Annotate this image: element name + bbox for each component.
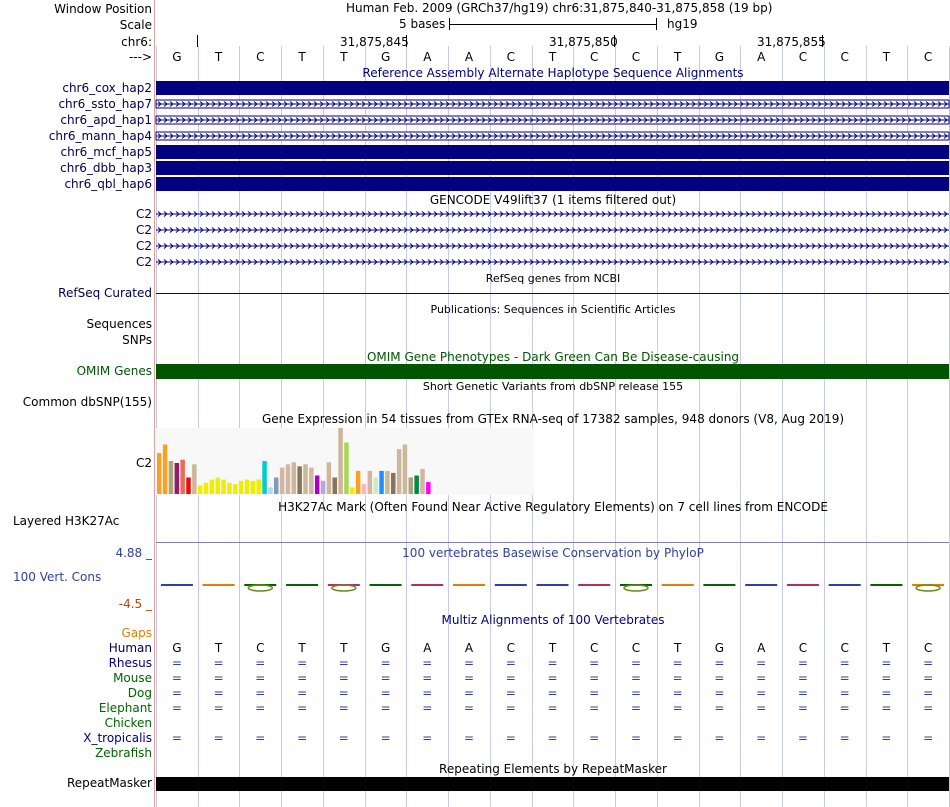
multiz-match-symbol: = [380, 671, 391, 685]
haplotype-track[interactable] [156, 81, 949, 191]
multiz-species-label: Rhesus [108, 656, 152, 670]
multiz-match-symbol: = [380, 686, 391, 700]
multiz-match-symbol: = [672, 671, 683, 685]
multiz-match-symbol: = [923, 701, 934, 715]
multiz-match-symbol: = [463, 686, 475, 700]
multiz-match-symbol: = [547, 731, 558, 745]
multiz-gaps-label: Gaps [121, 626, 152, 640]
multiz-match-symbol: = [672, 656, 683, 670]
multiz-match-symbol: = [797, 731, 808, 745]
phylop-track[interactable] [161, 584, 944, 591]
gtex-bar[interactable] [297, 466, 302, 494]
multiz-match-symbol: = [213, 671, 224, 685]
multiz-match-symbol: = [589, 686, 600, 700]
multiz-human-base: T [674, 641, 682, 655]
gridline [198, 46, 199, 807]
h3k27ac-label[interactable]: Layered H3K27Ac [13, 514, 120, 528]
gtex-bar[interactable] [163, 445, 168, 495]
multiz-match-symbol: = [422, 701, 433, 715]
multiz-match-symbol: = [422, 656, 433, 670]
base-letter: C [589, 50, 599, 64]
gtex-bar[interactable] [274, 478, 279, 495]
haplotype-label[interactable]: chr6_mcf_hap5 [60, 145, 152, 159]
gtex-bar[interactable] [303, 464, 308, 494]
haplotype-block[interactable] [156, 145, 949, 159]
multiz-human-base: A [464, 641, 474, 655]
gtex-bar[interactable] [169, 461, 174, 494]
multiz-match-symbol: = [171, 701, 182, 715]
gtex-bar[interactable] [233, 484, 238, 494]
gridline [532, 46, 533, 807]
multiz-match-symbol: = [630, 731, 642, 745]
repeatmasker-track[interactable] [156, 777, 949, 791]
gtex-bar[interactable] [309, 468, 314, 494]
multiz-match-symbol: = [171, 671, 182, 685]
phylop-score-mark [745, 584, 777, 586]
gridline [323, 46, 324, 807]
base-letter: T [548, 50, 557, 64]
gridline [615, 46, 616, 807]
phylop-min-label: -4.5 _ [118, 597, 152, 611]
multiz-match-symbol: = [422, 671, 433, 685]
refseq-gene-line[interactable] [156, 293, 949, 294]
gtex-bar[interactable] [198, 485, 203, 494]
multiz-human-base: G [172, 641, 182, 655]
ruler-tick-label: 31,875,845 [340, 35, 409, 49]
ruler-tick-label: 31,875,855 [757, 35, 826, 49]
base-letter: C [256, 50, 265, 64]
multiz-match-symbol: = [505, 656, 516, 670]
gtex-bar[interactable] [373, 478, 378, 495]
haplotype-label[interactable]: chr6_mann_hap4 [48, 129, 152, 143]
multiz-match-symbol: = [714, 731, 725, 745]
multiz-match-symbol: = [923, 686, 934, 700]
multiz-match-symbol: = [923, 731, 934, 745]
phylop-track-title: 100 vertebrates Basewise Conservation by PhyloP [402, 546, 704, 560]
phylop-score-mark [203, 584, 235, 586]
base-letter: G [714, 50, 725, 64]
multiz-match-symbol: = [463, 656, 475, 670]
phylop-score-mark [662, 584, 694, 586]
multiz-match-symbol: = [380, 731, 391, 745]
gridline [406, 46, 407, 807]
multiz-match-symbol: = [797, 656, 808, 670]
scale-label: Scale [119, 18, 152, 32]
base-letter: C [631, 50, 641, 64]
window-position-label: Window Position [54, 2, 152, 16]
gtex-bar[interactable] [385, 471, 390, 494]
multiz-human-base: G [714, 641, 725, 655]
multiz-species-label: Elephant [98, 701, 152, 715]
base-letter: G [380, 50, 391, 64]
multiz-match-symbol: = [213, 656, 224, 670]
gencode-transcript-label[interactable]: C2 [135, 255, 152, 269]
multiz-match-symbol: = [923, 671, 934, 685]
multiz-human-base: T [298, 641, 306, 655]
multiz-match-symbol: = [589, 656, 600, 670]
gtex-bar[interactable] [180, 460, 185, 494]
phylop-score-mark [411, 584, 443, 586]
multiz-match-symbol: = [756, 686, 767, 700]
multiz-match-symbol: = [297, 656, 308, 670]
base-letter: T [340, 50, 348, 64]
multiz-match-symbol: = [797, 671, 808, 685]
gtex-label[interactable]: C2 [135, 456, 152, 470]
multiz-match-symbol: = [547, 656, 558, 670]
gencode-transcript-label[interactable]: C2 [135, 207, 152, 221]
multiz-human-base: C [923, 641, 933, 655]
multiz-match-symbol: = [672, 701, 683, 715]
multiz-species-label: X_tropicalis [83, 731, 152, 745]
multiz-match-symbol: = [881, 671, 892, 685]
refseq-label[interactable]: RefSeq Curated [58, 286, 152, 300]
multiz-match-symbol: = [797, 701, 808, 715]
gtex-bar[interactable] [256, 480, 261, 495]
position-ruler [197, 18, 823, 47]
gtex-bar[interactable] [216, 478, 221, 495]
omim-track[interactable] [156, 364, 949, 379]
multiz-species-label: Zebrafish [95, 746, 152, 760]
phylop-label[interactable]: 100 Vert. Cons [13, 570, 102, 584]
base-letter: C [798, 50, 808, 64]
haplotype-label[interactable]: chr6_dbb_hap3 [60, 161, 152, 175]
ruler-tick-label: 31,875,850 [549, 35, 618, 49]
gtex-bar[interactable] [420, 469, 425, 494]
gtex-bar[interactable] [268, 487, 273, 494]
phylop-score-mark [495, 584, 527, 586]
multiz-match-symbol: = [672, 686, 683, 700]
multiz-match-symbol: = [255, 701, 266, 715]
gtex-bar[interactable] [356, 471, 361, 494]
phylop-score-mark [370, 584, 402, 586]
gtex-bar[interactable] [262, 461, 267, 494]
publications-snps-label[interactable]: SNPs [122, 333, 152, 347]
gtex-bar[interactable] [239, 481, 244, 494]
base-letter: T [214, 50, 223, 64]
gtex-bar[interactable] [344, 443, 349, 495]
multiz-match-symbol: = [213, 686, 224, 700]
gtex-bar[interactable] [327, 462, 332, 494]
multiz-match-symbol: = [255, 671, 266, 685]
refseq-track-title: RefSeq genes from NCBI [485, 272, 621, 285]
multiz-match-symbol: = [463, 701, 475, 715]
ruler-tick [197, 35, 198, 47]
haplotype-block[interactable] [156, 177, 949, 191]
multiz-match-symbol: = [839, 656, 850, 670]
gencode-transcript-label[interactable]: C2 [135, 223, 152, 237]
haplotype-label[interactable]: chr6_apd_hap1 [60, 113, 152, 127]
dbsnp-track-title: Short Genetic Variants from dbSNP release 155 [422, 380, 684, 393]
multiz-match-symbol: = [297, 686, 308, 700]
publications-track-title: Publications: Sequences in Scientific Articles [430, 303, 676, 316]
multiz-human-base: T [882, 641, 891, 655]
multiz-match-symbol: = [422, 686, 433, 700]
multiz-match-symbol: = [881, 686, 892, 700]
multiz-match-symbol: = [547, 701, 558, 715]
omim-label[interactable]: OMIM Genes [76, 364, 152, 378]
multiz-species-label: Dog [127, 686, 152, 700]
multiz-match-symbol: = [338, 656, 349, 670]
base-letter: G [172, 50, 182, 64]
multiz-human-base: C [589, 641, 599, 655]
multiz-match-symbol: = [380, 656, 391, 670]
multiz-species-label: Chicken [104, 716, 152, 730]
multiz-match-symbol: = [171, 656, 182, 670]
gridline [740, 46, 741, 807]
chrom-label: chr6: [121, 35, 152, 49]
multiz-match-symbol: = [630, 656, 642, 670]
multiz-match-symbol: = [881, 701, 892, 715]
multiz-match-symbol: = [505, 671, 516, 685]
gtex-bar[interactable] [315, 476, 320, 495]
gtex-bar[interactable] [204, 483, 209, 494]
gencode-track-title: GENCODE V49lift37 (1 items filtered out) [429, 193, 677, 207]
multiz-species-label: Mouse [113, 671, 152, 685]
multiz-match-symbol: = [255, 686, 266, 700]
repeatmasker-track-title: Repeating Elements by RepeatMasker [439, 762, 667, 776]
gridline [448, 46, 449, 807]
scale-bar-end [449, 18, 450, 30]
multiz-human-base: C [798, 641, 808, 655]
multiz-match-symbol: = [839, 731, 850, 745]
phylop-score-mark [286, 584, 318, 586]
gtex-bar[interactable] [245, 480, 250, 495]
base-letter: A [757, 50, 766, 64]
scale-bar [449, 24, 657, 25]
gridline [782, 46, 783, 807]
gridline [657, 46, 658, 807]
gridline [281, 46, 282, 807]
multiz-match-symbol: = [297, 701, 308, 715]
multiz-match-symbol: = [297, 671, 308, 685]
label-divider [154, 0, 155, 807]
multiz-match-symbol: = [756, 731, 767, 745]
gtex-bar[interactable] [210, 480, 215, 495]
multiz-match-symbol: = [547, 686, 558, 700]
multiz-match-symbol: = [463, 731, 475, 745]
multiz-human-base: T [214, 641, 223, 655]
window-position-value: Human Feb. 2009 (GRCh37/hg19) chr6:31,875,840-31,875,858 (19 bp) [346, 1, 773, 15]
publications-sequences-label[interactable]: Sequences [86, 317, 152, 331]
phylop-score-mark [453, 584, 485, 586]
multiz-human-base: G [380, 641, 391, 655]
multiz-human-base: C [256, 641, 265, 655]
gtex-bar[interactable] [338, 428, 343, 494]
gtex-bar[interactable] [362, 484, 367, 494]
gtex-bar[interactable] [221, 480, 226, 495]
phylop-score-mark [787, 584, 819, 586]
gtex-bar[interactable] [280, 468, 285, 494]
multiz-match-symbol: = [338, 731, 349, 745]
gridline [156, 46, 157, 807]
scale-bar-end [656, 18, 657, 30]
multiz-match-symbol: = [714, 701, 725, 715]
multiz-match-symbol: = [171, 731, 182, 745]
multiz-match-symbol: = [547, 671, 558, 685]
omim-gene-block[interactable] [156, 364, 949, 379]
multiz-match-symbol: = [505, 701, 516, 715]
gridline [239, 46, 240, 807]
gtex-bar[interactable] [186, 478, 191, 495]
multiz-species-label: Human [108, 641, 152, 655]
gtex-bar[interactable] [157, 453, 162, 494]
h3k27ac-track-title: H3K27Ac Mark (Often Found Near Active Regulatory Elements) on 7 cell lines from ENCODE [278, 500, 828, 514]
gridline [490, 46, 491, 807]
base-letter: A [464, 50, 474, 64]
multiz-match-symbol: = [505, 686, 516, 700]
repeatmasker-block[interactable] [156, 777, 949, 791]
multiz-match-symbol: = [255, 656, 266, 670]
gtex-bar[interactable] [414, 476, 419, 495]
gtex-bar[interactable] [251, 481, 256, 494]
multiz-match-symbol: = [630, 671, 642, 685]
omim-track-title: OMIM Gene Phenotypes - Dark Green Can Be Disease-causing [366, 350, 740, 364]
base-letter: T [882, 50, 891, 64]
gtex-bar[interactable] [292, 462, 297, 494]
multiz-match-symbol: = [881, 656, 892, 670]
h3k27ac-baseline [156, 542, 949, 543]
scale-assembly: hg19 [667, 17, 698, 31]
phylop-score-mark [829, 584, 861, 586]
multiz-match-symbol: = [881, 731, 892, 745]
phylop-score-mark [537, 584, 569, 586]
h3k27ac-track[interactable] [156, 542, 949, 543]
gridline [866, 46, 867, 807]
multiz-match-symbol: = [380, 701, 391, 715]
base-letter: C [506, 50, 515, 64]
gtex-bar[interactable] [379, 471, 384, 494]
multiz-match-symbol: = [338, 701, 349, 715]
phylop-score-mark [870, 584, 902, 586]
gridline [573, 46, 574, 807]
multiz-match-symbol: = [630, 686, 642, 700]
gtex-bar[interactable] [350, 487, 355, 494]
multiz-human-base: T [548, 641, 557, 655]
gtex-bar[interactable] [192, 464, 197, 494]
gridline [907, 46, 908, 807]
base-letter: A [423, 50, 432, 64]
haplotype-label[interactable]: chr6_cox_hap2 [62, 81, 152, 95]
gtex-bar[interactable] [175, 463, 180, 494]
haplotype-label[interactable]: chr6_qbl_hap6 [64, 177, 152, 191]
multiz-match-symbol: = [756, 701, 767, 715]
multiz-match-symbol: = [171, 686, 182, 700]
multiz-match-symbol: = [422, 731, 433, 745]
multiz-match-symbol: = [797, 686, 808, 700]
multiz-human-base: T [340, 641, 348, 655]
gtex-bar[interactable] [403, 445, 408, 495]
gtex-bar[interactable] [321, 481, 326, 494]
haplotype-track-title: Reference Assembly Alternate Haplotype Sequence Alignments [362, 66, 744, 80]
base-letter: C [923, 50, 933, 64]
multiz-match-symbol: = [213, 701, 224, 715]
base-letter: T [674, 50, 682, 64]
multiz-match-symbol: = [589, 671, 600, 685]
multiz-match-symbol: = [672, 731, 683, 745]
gridline [365, 46, 366, 807]
multiz-match-symbol: = [297, 731, 308, 745]
multiz-match-symbol: = [714, 671, 725, 685]
multiz-match-symbol: = [630, 701, 642, 715]
base-letter: T [298, 50, 306, 64]
multiz-match-symbol: = [714, 656, 725, 670]
multiz-track-title: Multiz Alignments of 100 Vertebrates [441, 613, 665, 627]
multiz-match-symbol: = [338, 686, 349, 700]
gencode-track[interactable] [156, 212, 949, 265]
multiz-human-base: C [506, 641, 515, 655]
gtex-bar[interactable] [409, 478, 414, 495]
gridline [824, 46, 825, 807]
gtex-bar[interactable] [391, 473, 396, 494]
multiz-match-symbol: = [463, 671, 475, 685]
multiz-human-base: C [631, 641, 641, 655]
multiz-human-base: C [840, 641, 849, 655]
strand-label: ---> [128, 50, 152, 64]
repeatmasker-label[interactable]: RepeatMasker [66, 776, 152, 790]
dbsnp-label[interactable]: Common dbSNP(155) [22, 395, 152, 409]
multiz-match-symbol: = [589, 701, 600, 715]
gtex-bar[interactable] [397, 449, 402, 494]
refseq-track[interactable] [156, 293, 949, 294]
gtex-bar[interactable] [286, 464, 291, 494]
multiz-match-symbol: = [839, 686, 850, 700]
phylop-score-mark [703, 584, 735, 586]
haplotype-block[interactable] [156, 161, 949, 175]
haplotype-block[interactable] [156, 81, 949, 95]
multiz-match-symbol: = [213, 731, 224, 745]
multiz-match-symbol: = [589, 731, 600, 745]
multiz-human-base: A [423, 641, 432, 655]
multiz-match-symbol: = [756, 656, 767, 670]
gtex-bar[interactable] [333, 478, 338, 495]
base-letter: C [840, 50, 849, 64]
multiz-match-symbol: = [756, 671, 767, 685]
multiz-match-symbol: = [338, 671, 349, 685]
multiz-match-symbol: = [714, 686, 725, 700]
multiz-match-symbol: = [839, 671, 850, 685]
phylop-score-mark [578, 584, 610, 586]
scale-value: 5 bases [399, 17, 446, 31]
multiz-human-base: A [757, 641, 766, 655]
gtex-bar-chart[interactable] [156, 428, 534, 495]
gtex-bar[interactable] [426, 482, 431, 494]
gtex-bar[interactable] [368, 471, 373, 494]
haplotype-label[interactable]: chr6_ssto_hap7 [58, 97, 152, 111]
phylop-score-mark [161, 584, 193, 586]
multiz-match-symbol: = [923, 656, 934, 670]
multiz-match-symbol: = [255, 731, 266, 745]
gridline [699, 46, 700, 807]
gtex-bar[interactable] [227, 483, 232, 494]
gencode-transcript-label[interactable]: C2 [135, 239, 152, 253]
multiz-match-symbol: = [505, 731, 516, 745]
phylop-max-label: 4.88 _ [115, 546, 152, 560]
multiz-match-symbol: = [839, 701, 850, 715]
gtex-track-title: Gene Expression in 54 tissues from GTEx RNA-seq of 17382 samples, 948 donors (V8, Aug 2019) [261, 412, 845, 426]
